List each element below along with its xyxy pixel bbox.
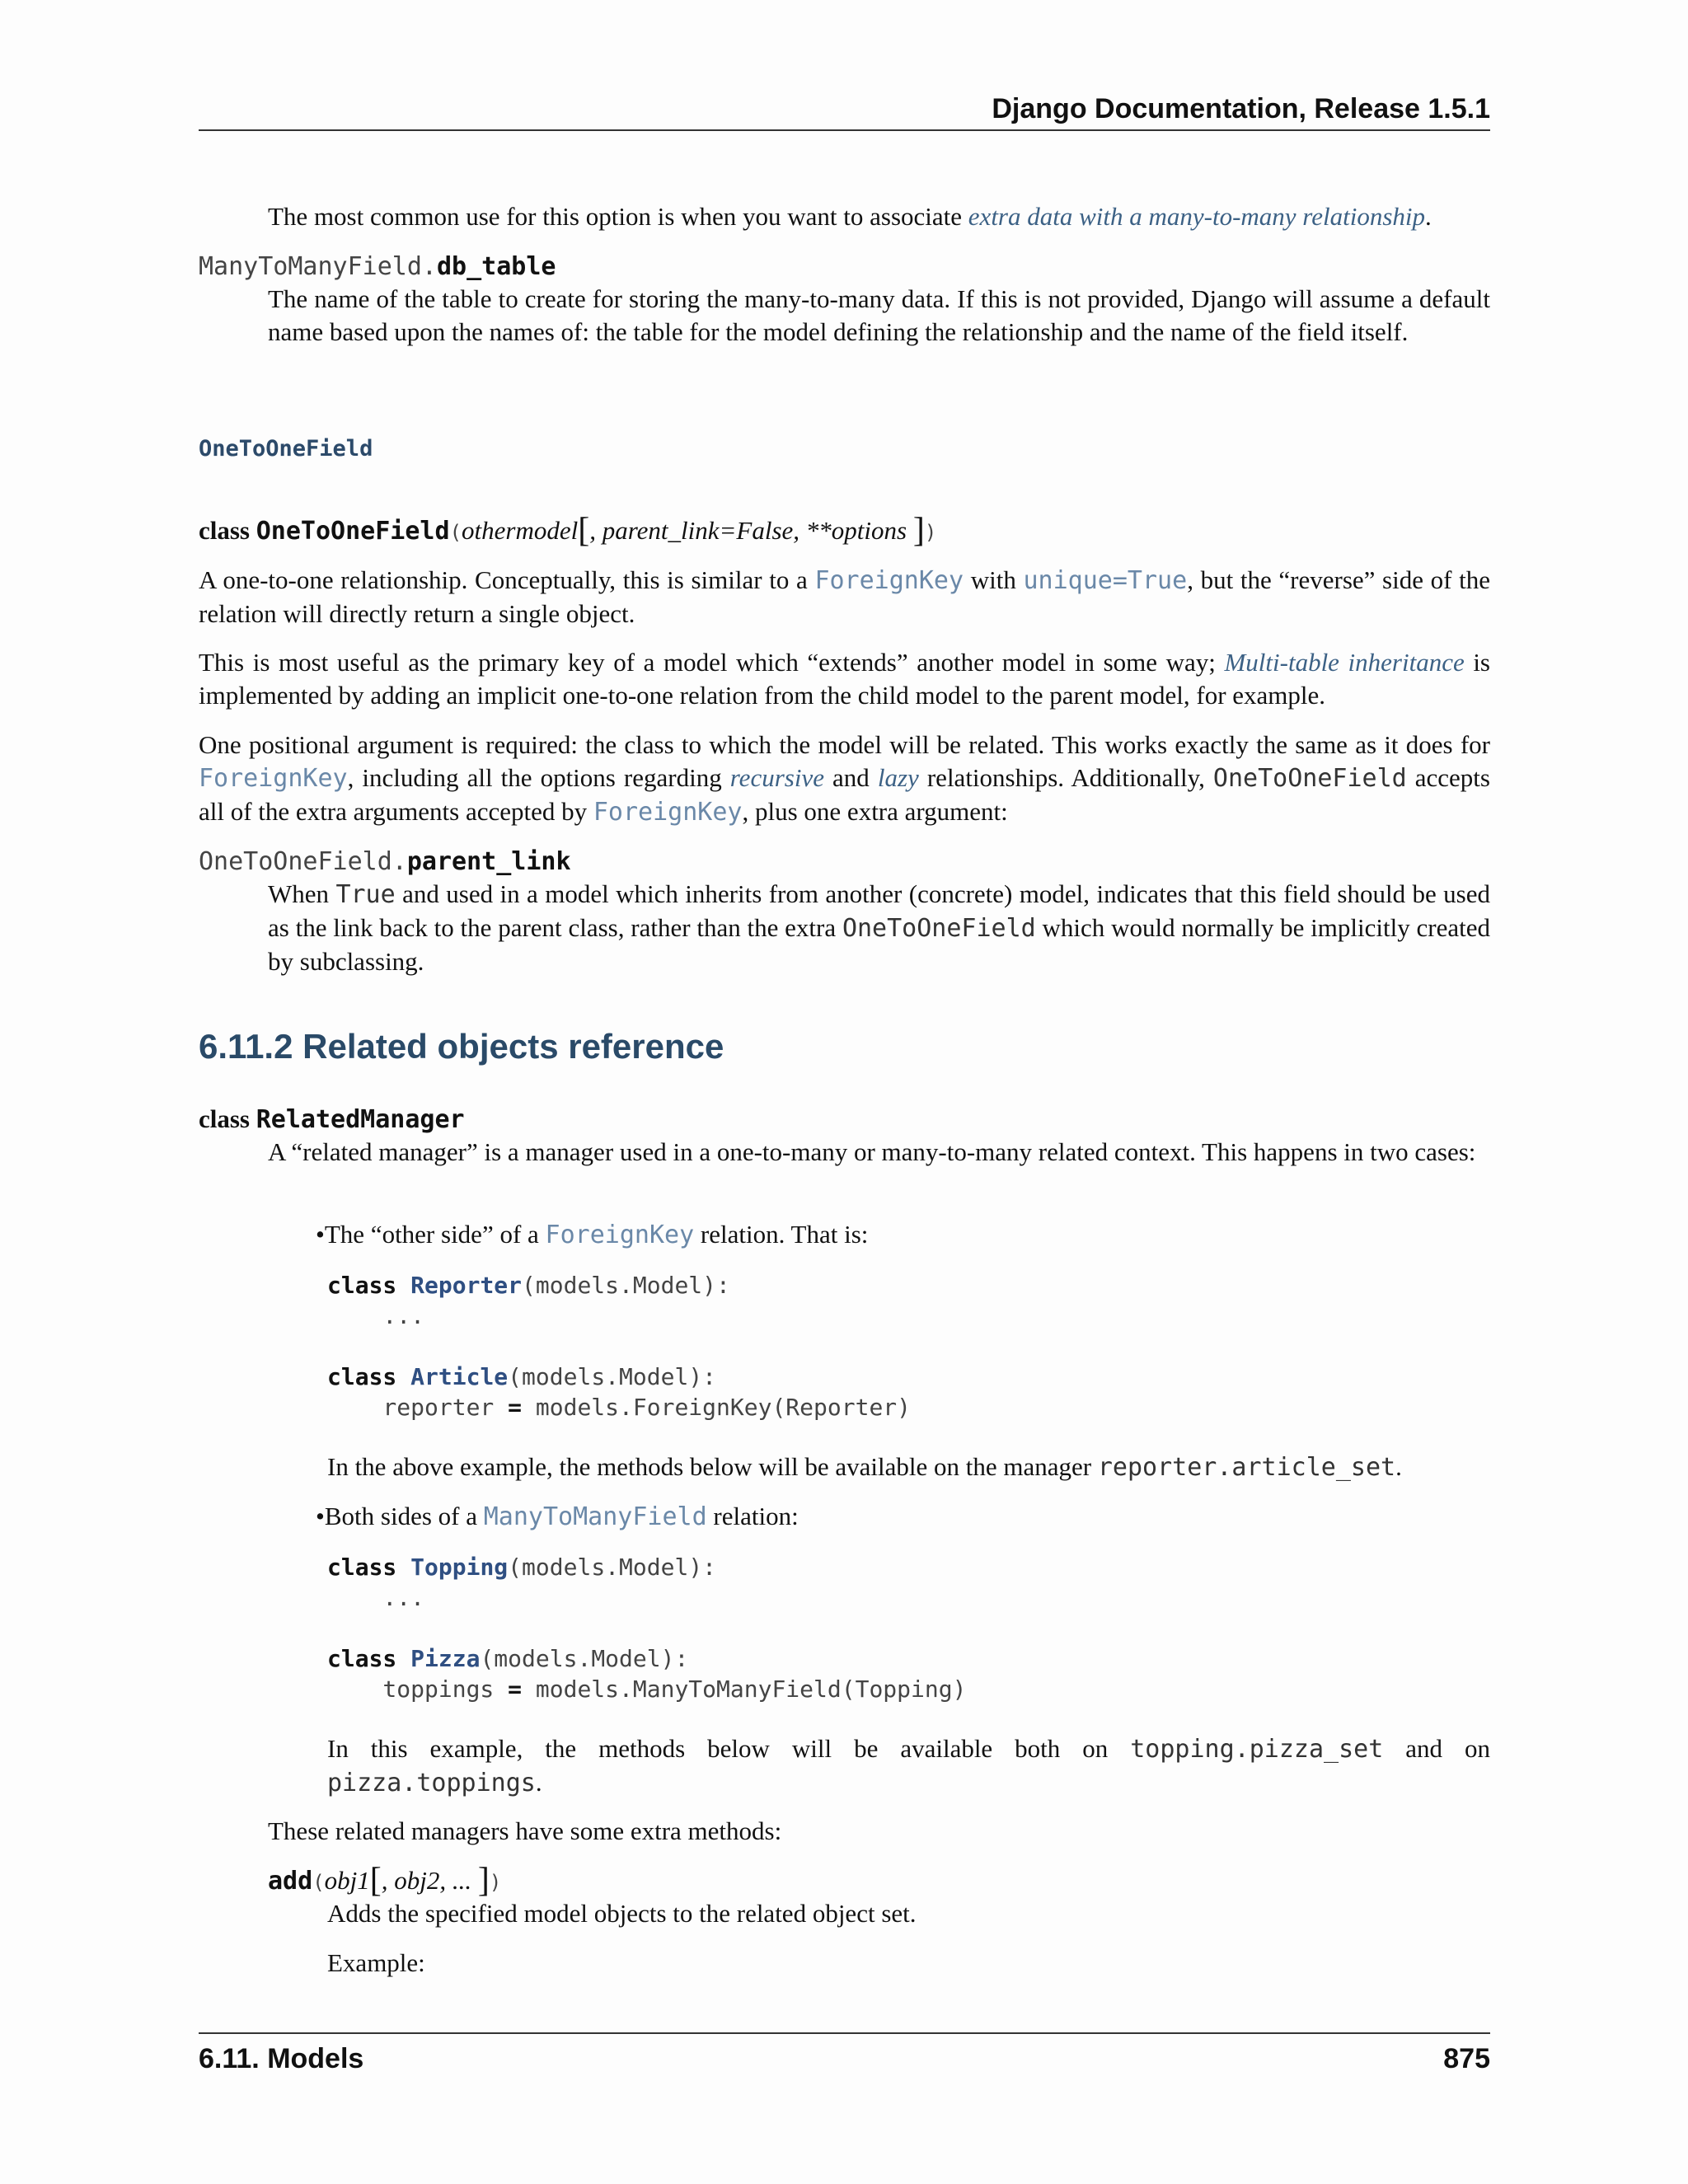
- link-extra-data[interactable]: extra data with a many-to-many relationship: [968, 202, 1425, 231]
- bullet-item-2: •Both sides of a ManyToManyField relation:: [316, 1502, 799, 1531]
- onetoone-paragraph-3: One positional argument is required: the class to which the model will be related. This works exactly the same as it does for ForeignKey, including all the options regarding recursive and lazy relationships. Additionally, OneToOneField accepts all of the extra arguments accepted by ForeignKey, plus one extra argument:: [199, 730, 1490, 827]
- link-foreignkey[interactable]: ForeignKey: [545, 1221, 695, 1249]
- header-rule: [199, 129, 1490, 131]
- related-manager-signature: class RelatedManager: [199, 1104, 465, 1134]
- code-block-2: class Topping(models.Model): ... class Pizza(models.Model): toppings = models.ManyToManyField(Topping): [327, 1554, 967, 1703]
- extra-methods-text: These related managers have some extra methods:: [268, 1816, 782, 1845]
- example-label: Example:: [327, 1948, 425, 1977]
- after-code-1: In the above example, the methods below will be available on the manager reporter.article_set.: [327, 1452, 1402, 1482]
- db-table-description: The name of the table to create for storing the many-to-many data. If this is not provided, Django will assume a default name based upon the names of: the table for the model defining the relationship and the name of the field itself.: [268, 284, 1490, 346]
- link-recursive[interactable]: recursive: [729, 763, 824, 792]
- onetoone-paragraph-1: A one-to-one relationship. Conceptually, this is similar to a ForeignKey with unique=True, but the “reverse” side of the relation will directly return a single object.: [199, 565, 1490, 628]
- link-unique[interactable]: unique=True: [1023, 566, 1188, 595]
- link-manytomanyfield[interactable]: ManyToManyField: [483, 1502, 707, 1531]
- link-lazy[interactable]: lazy: [877, 763, 919, 792]
- footer-rule: [199, 2032, 1490, 2034]
- link-foreignkey[interactable]: ForeignKey: [814, 566, 964, 595]
- add-method-description: Adds the specified model objects to the related object set.: [327, 1899, 917, 1928]
- bullet-item-1: •The “other side” of a ForeignKey relation. That is:: [316, 1220, 869, 1249]
- onetoone-paragraph-2: This is most useful as the primary key of a model which “extends” another model in some way; Multi-table inheritance is implemented by adding an implicit one-to-one relation from the child model to the parent model, for example.: [199, 648, 1490, 710]
- related-manager-description: A “related manager” is a manager used in a one-to-many or many-to-many related context. This happens in two cases:: [268, 1137, 1476, 1166]
- running-header: Django Documentation, Release 1.5.1: [992, 93, 1490, 124]
- onetoone-heading[interactable]: OneToOneField: [199, 436, 373, 462]
- add-method-signature: add(obj1[, obj2, ... ]): [268, 1862, 502, 1900]
- link-multi-table-inheritance[interactable]: Multi-table inheritance: [1224, 648, 1465, 677]
- page-number: 875: [1443, 2043, 1490, 2074]
- parent-link-signature: OneToOneField.parent_link: [199, 847, 571, 876]
- section-heading: 6.11.2 Related objects reference: [199, 1027, 724, 1066]
- code-block-1: class Reporter(models.Model): ... class Article(models.Model): reporter = models.ForeignKey(Reporter): [327, 1272, 912, 1421]
- link-foreignkey[interactable]: ForeignKey: [593, 798, 743, 827]
- onetoone-signature: class OneToOneField(othermodel[, parent_link=False, **options ]): [199, 512, 937, 550]
- after-code-2: In this example, the methods below will be available both on topping.pizza_set and on pizza.toppings.: [327, 1734, 1490, 1797]
- parent-link-description: When True and used in a model which inherits from another (concrete) model, indicates that this field should be used as the link back to the parent class, rather than the extra OneToOneField which would normally be implicitly created by subclassing.: [268, 879, 1490, 976]
- db-table-signature: ManyToManyField.db_table: [199, 252, 556, 281]
- link-foreignkey[interactable]: ForeignKey: [199, 764, 348, 793]
- intro-paragraph: The most common use for this option is when you want to associate extra data with a many-to-many relationship.: [268, 202, 1432, 231]
- code-onetoonefield: OneToOneField: [1212, 764, 1407, 793]
- footer-section: 6.11. Models: [199, 2043, 364, 2074]
